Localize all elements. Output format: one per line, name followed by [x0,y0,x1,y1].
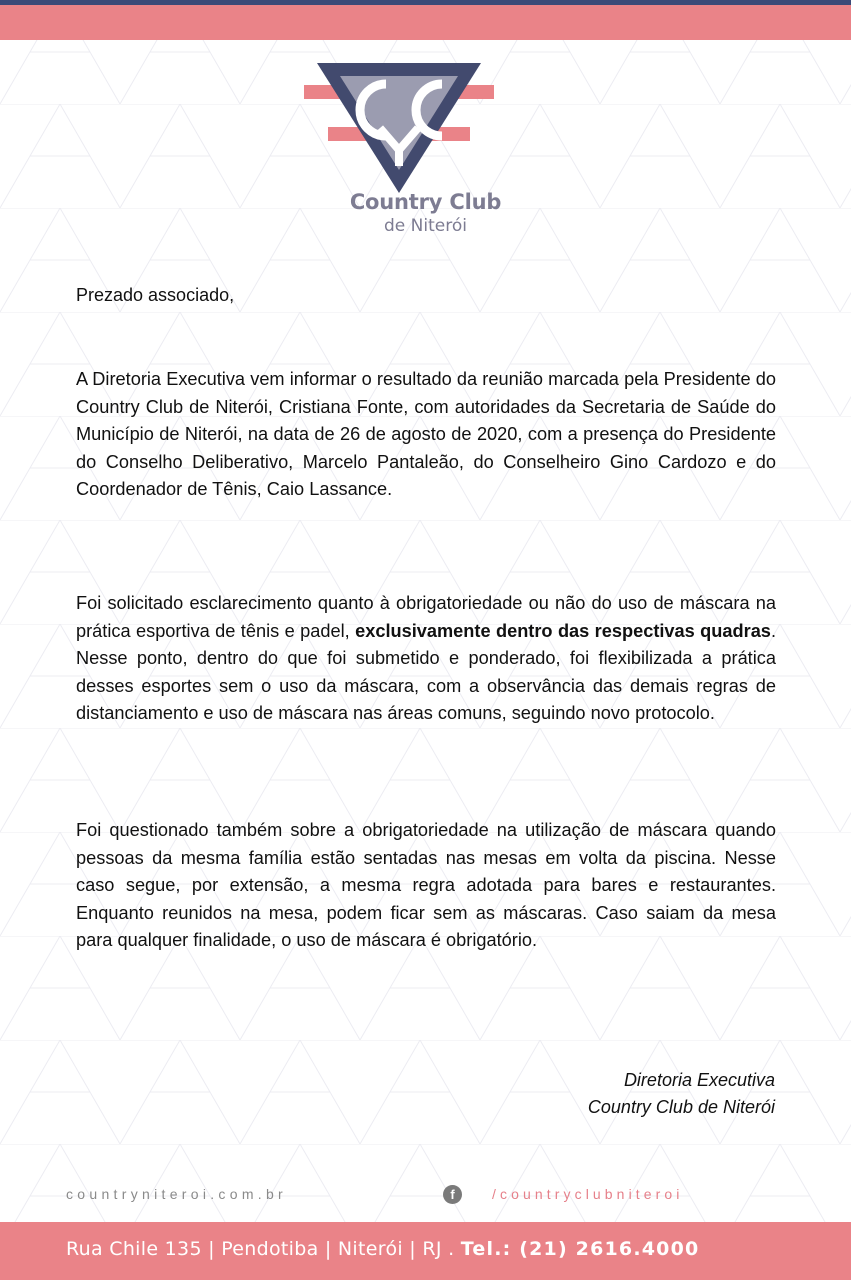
brand-name: Country Club [349,190,502,214]
facebook-icon: f [443,1185,462,1204]
signature-line-1: Diretoria Executiva [623,1070,775,1090]
footer-band [0,1222,851,1280]
letter-paragraph-1: A Diretoria Executiva vem informar o resultado da reunião marcada pela Presidente do Country Club de Niterói, Cristiana Fonte, com autoridades da Secretaria de Saúde do Município de Niterói, na data de 26 de agosto de 2020, com a presença do Presidente do Conselho Deliberativo, Marcelo Pantaleão, do Conselheiro Gino Cardozo e do Coordenador de Tênis, Caio Lassance. [76,369,776,499]
letter-paragraph-2 [76,590,776,728]
paragraph-2-end: . Nesse ponto, dentro do que foi submetido e ponderado, foi flexibilizada a prática desses esportes sem o uso da máscara, com a observância das demais regras de distanciamento e uso de máscara nas áreas comuns, seguindo novo protocolo. [76,620,776,723]
letter-body [76,282,776,950]
signature-line-2: Country Club de Niterói [587,1097,775,1117]
country-club-logo [300,58,500,200]
letter-greeting: Prezado associado, [76,285,235,305]
letter-paragraph-3: Foi questionado também sobre a obrigatoriedade na utilização de máscara quando pessoas da mesma família estão sentadas nas mesas em volta da piscina. Nesse caso segue, por extensão, a mesma regra adotada para bares e restaurantes. Enquanto reunidos na mesa, podem ficar sem as máscaras. Caso saiam da mesa para qualquer finalidade, o uso de máscara é obrigatório. [76,820,776,950]
footer-social-handle: /countryclubniteroi [492,1186,684,1202]
top-accent-band [0,5,851,40]
brand-subtitle: de Niterói [384,216,467,236]
footer-address-line [66,1238,699,1260]
footer-website: countryniteroi.com.br [66,1186,288,1202]
footer-telephone: Tel.: (21) 2616.4000 [460,1238,700,1260]
letter-signature [588,1067,775,1121]
paragraph-2-emphasis: exclusivamente dentro das respectivas quadras [355,620,771,641]
paragraph-2-start: Foi solicitado esclarecimento quanto à obrigatoriedade ou não do uso de máscara na prática esportiva de tênis e padel, [76,593,776,641]
footer-address: Rua Chile 135 | Pendotiba | Niterói | RJ . [66,1238,461,1260]
